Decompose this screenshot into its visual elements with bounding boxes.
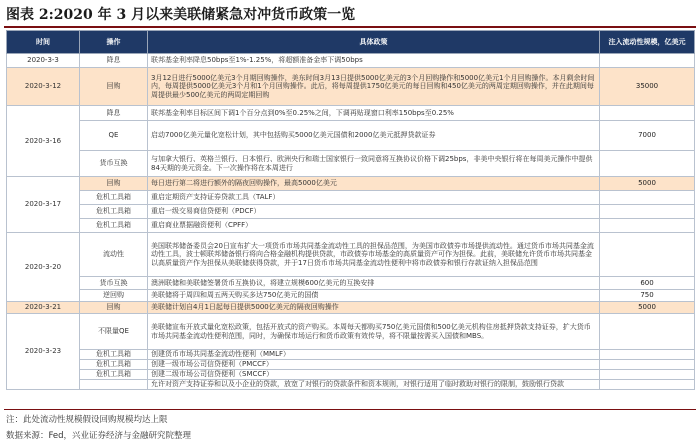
table-row	[7, 302, 695, 314]
policy-cell: 美联储计划自4月1日起每日提供5000亿美元的隔夜回购操作	[148, 302, 600, 314]
table-row	[7, 121, 695, 151]
table-row	[7, 151, 695, 177]
amount-cell	[600, 205, 695, 219]
date-cell: 2020-3-23	[7, 314, 80, 390]
table-row	[7, 219, 695, 233]
table-row	[7, 290, 695, 302]
operation-cell: 不限量QE	[80, 314, 148, 350]
policy-table	[6, 30, 695, 390]
policy-cell: 创建一级市场公司信贷便利（PMCCF）	[148, 360, 600, 370]
policy-cell: 重启一级交易商信贷便利（PDCF）	[148, 205, 600, 219]
date-cell: 2020-3-3	[7, 54, 80, 68]
operation-cell: 回购	[80, 177, 148, 191]
amount-cell	[600, 350, 695, 360]
amount-cell: 750	[600, 290, 695, 302]
table-row	[7, 380, 695, 390]
table-row	[7, 177, 695, 191]
amount-cell	[600, 314, 695, 350]
table-row	[7, 106, 695, 121]
operation-cell: 降息	[80, 106, 148, 121]
amount-cell	[600, 54, 695, 68]
operation-cell: 危机工具箱	[80, 370, 148, 380]
policy-cell: 允许对资产支持证券和以及小企业的贷款，放宽了对银行的贷款条件和资本规则，对银行适用了临时救助对银行的限制，鼓励银行贷款	[148, 380, 600, 390]
policy-cell: 重启定期资产支持证券贷款工具（TALF）	[148, 191, 600, 205]
table-row	[7, 233, 695, 277]
amount-cell: 5000	[600, 177, 695, 191]
data-source: 数据来源：Fed，兴业证券经济与金融研究院整理	[6, 431, 192, 441]
policy-cell: 3月12日进行5000亿美元3个月期回购操作，美东时间3月13日提供5000亿美元的3个月回购操作和5000亿美元1个月回购操作。本月剩余时间内，每周提供5000亿美元3个月和1个月回购操作。此后，将每周提供1750亿美元的每日回购和450亿美元的两周定期回购操作，并在此期间每周提供最少500亿美元的两周定期回购	[148, 68, 600, 106]
operation-cell: 危机工具箱	[80, 219, 148, 233]
operation-cell: 降息	[80, 54, 148, 68]
amount-cell	[600, 219, 695, 233]
figure-title: 图表 2:2020 年 3 月以来美联储紧急对冲货币政策一览	[6, 7, 356, 23]
table-row	[7, 205, 695, 219]
amount-cell	[600, 151, 695, 177]
table-row	[7, 350, 695, 360]
title-rule	[4, 26, 696, 28]
operation-cell: 货币互换	[80, 151, 148, 177]
footer-rule	[4, 409, 696, 410]
amount-cell	[600, 233, 695, 277]
date-cell: 2020-3-17	[7, 177, 80, 233]
policy-cell: 创建货币市场共同基金流动性便利（MMLF）	[148, 350, 600, 360]
date-cell: 2020-3-21	[7, 302, 80, 314]
amount-cell	[600, 191, 695, 205]
policy-cell: 重启商业票据融资便利（CPFF）	[148, 219, 600, 233]
operation-cell: 危机工具箱	[80, 191, 148, 205]
policy-cell: 联邦基金利率目标区间下调1个百分点到0%至0.25%之间，下调再贴现窗口利率150bps至0.25%	[148, 106, 600, 121]
operation-cell: 逆回购	[80, 290, 148, 302]
policy-cell: 联邦基金利率降息50bps至1%-1.25%，将超额准备金率下调50bps	[148, 54, 600, 68]
table-row	[7, 191, 695, 205]
table-row	[7, 277, 695, 290]
amount-cell: 35000	[600, 68, 695, 106]
table-row	[7, 360, 695, 370]
policy-cell: 与加拿大银行、英格兰银行、日本银行、欧洲央行和瑞士国家银行一致同意将互换协议价格下调25bps，非美中央银行将在每周美元操作中提供84天期的美元资金。下一次操作将在本周进行	[148, 151, 600, 177]
date-cell: 2020-3-16	[7, 106, 80, 177]
amount-cell: 7000	[600, 121, 695, 151]
policy-cell: 创建二级市场公司信贷便利（SMCCF）	[148, 370, 600, 380]
date-cell: 2020-3-12	[7, 68, 80, 106]
policy-cell: 美联储宣布开放式量化宽松政策，包括开放式的资产购买。本周每天都购买750亿美元国债和500亿美元机构住房抵押贷款支持证券，扩大货币市场共同基金流动性便利范围，同时，为确保市场运行和货币政策有效传导，将不限量按需买入国债和MBS。	[148, 314, 600, 350]
date-cell: 2020-3-20	[7, 233, 80, 302]
table-row	[7, 314, 695, 350]
table-note: 注：此处流动性规模假设回购规模均达上限	[6, 415, 168, 425]
policy-cell: 美国联邦储备委员会20日宣布扩大一项货币市场共同基金流动性工具的担保品范围，为美国市政债券市场提供流动性。通过货币市场共同基金流动性工具，波士顿联邦储备银行将向合格金融机构提供贷款，市政债券市场基金的高质量资产可作为担保。此前，美联储允许货币市场共同基金以高质量资产作为担保从美联储获得贷款，并于17日货币市场共同基金流动性便利中将市政债券和银行存款证纳入担保品范围	[148, 233, 600, 277]
operation-cell: 危机工具箱	[80, 360, 148, 370]
table-row	[7, 370, 695, 380]
header-date: 时间	[7, 31, 80, 54]
table-row	[7, 68, 695, 106]
operation-cell	[80, 380, 148, 390]
policy-cell: 澳洲联储和美联储签署货币互换协议，将建立规模600亿美元的互换安排	[148, 277, 600, 290]
amount-cell: 600	[600, 277, 695, 290]
amount-cell	[600, 370, 695, 380]
operation-cell: QE	[80, 121, 148, 151]
amount-cell	[600, 106, 695, 121]
policy-cell: 启动7000亿美元量化宽松计划，其中包括购买5000亿美元国债和2000亿美元抵押贷款证券	[148, 121, 600, 151]
operation-cell: 流动性	[80, 233, 148, 277]
policy-cell: 每日进行第二将进行额外的隔夜回购操作，最高5000亿美元	[148, 177, 600, 191]
header-policy: 具体政策	[148, 31, 600, 54]
amount-cell	[600, 360, 695, 370]
operation-cell: 危机工具箱	[80, 350, 148, 360]
table-header-row	[7, 31, 695, 54]
amount-cell: 5000	[600, 302, 695, 314]
operation-cell: 货币互换	[80, 277, 148, 290]
operation-cell: 危机工具箱	[80, 205, 148, 219]
amount-cell	[600, 380, 695, 390]
header-operation: 操作	[80, 31, 148, 54]
table-row	[7, 54, 695, 68]
header-amount: 注入流动性规模，亿美元	[600, 31, 695, 54]
policy-cell: 美联储将于周四和周五两天购买多达750亿美元的国债	[148, 290, 600, 302]
operation-cell: 回购	[80, 68, 148, 106]
operation-cell: 回购	[80, 302, 148, 314]
